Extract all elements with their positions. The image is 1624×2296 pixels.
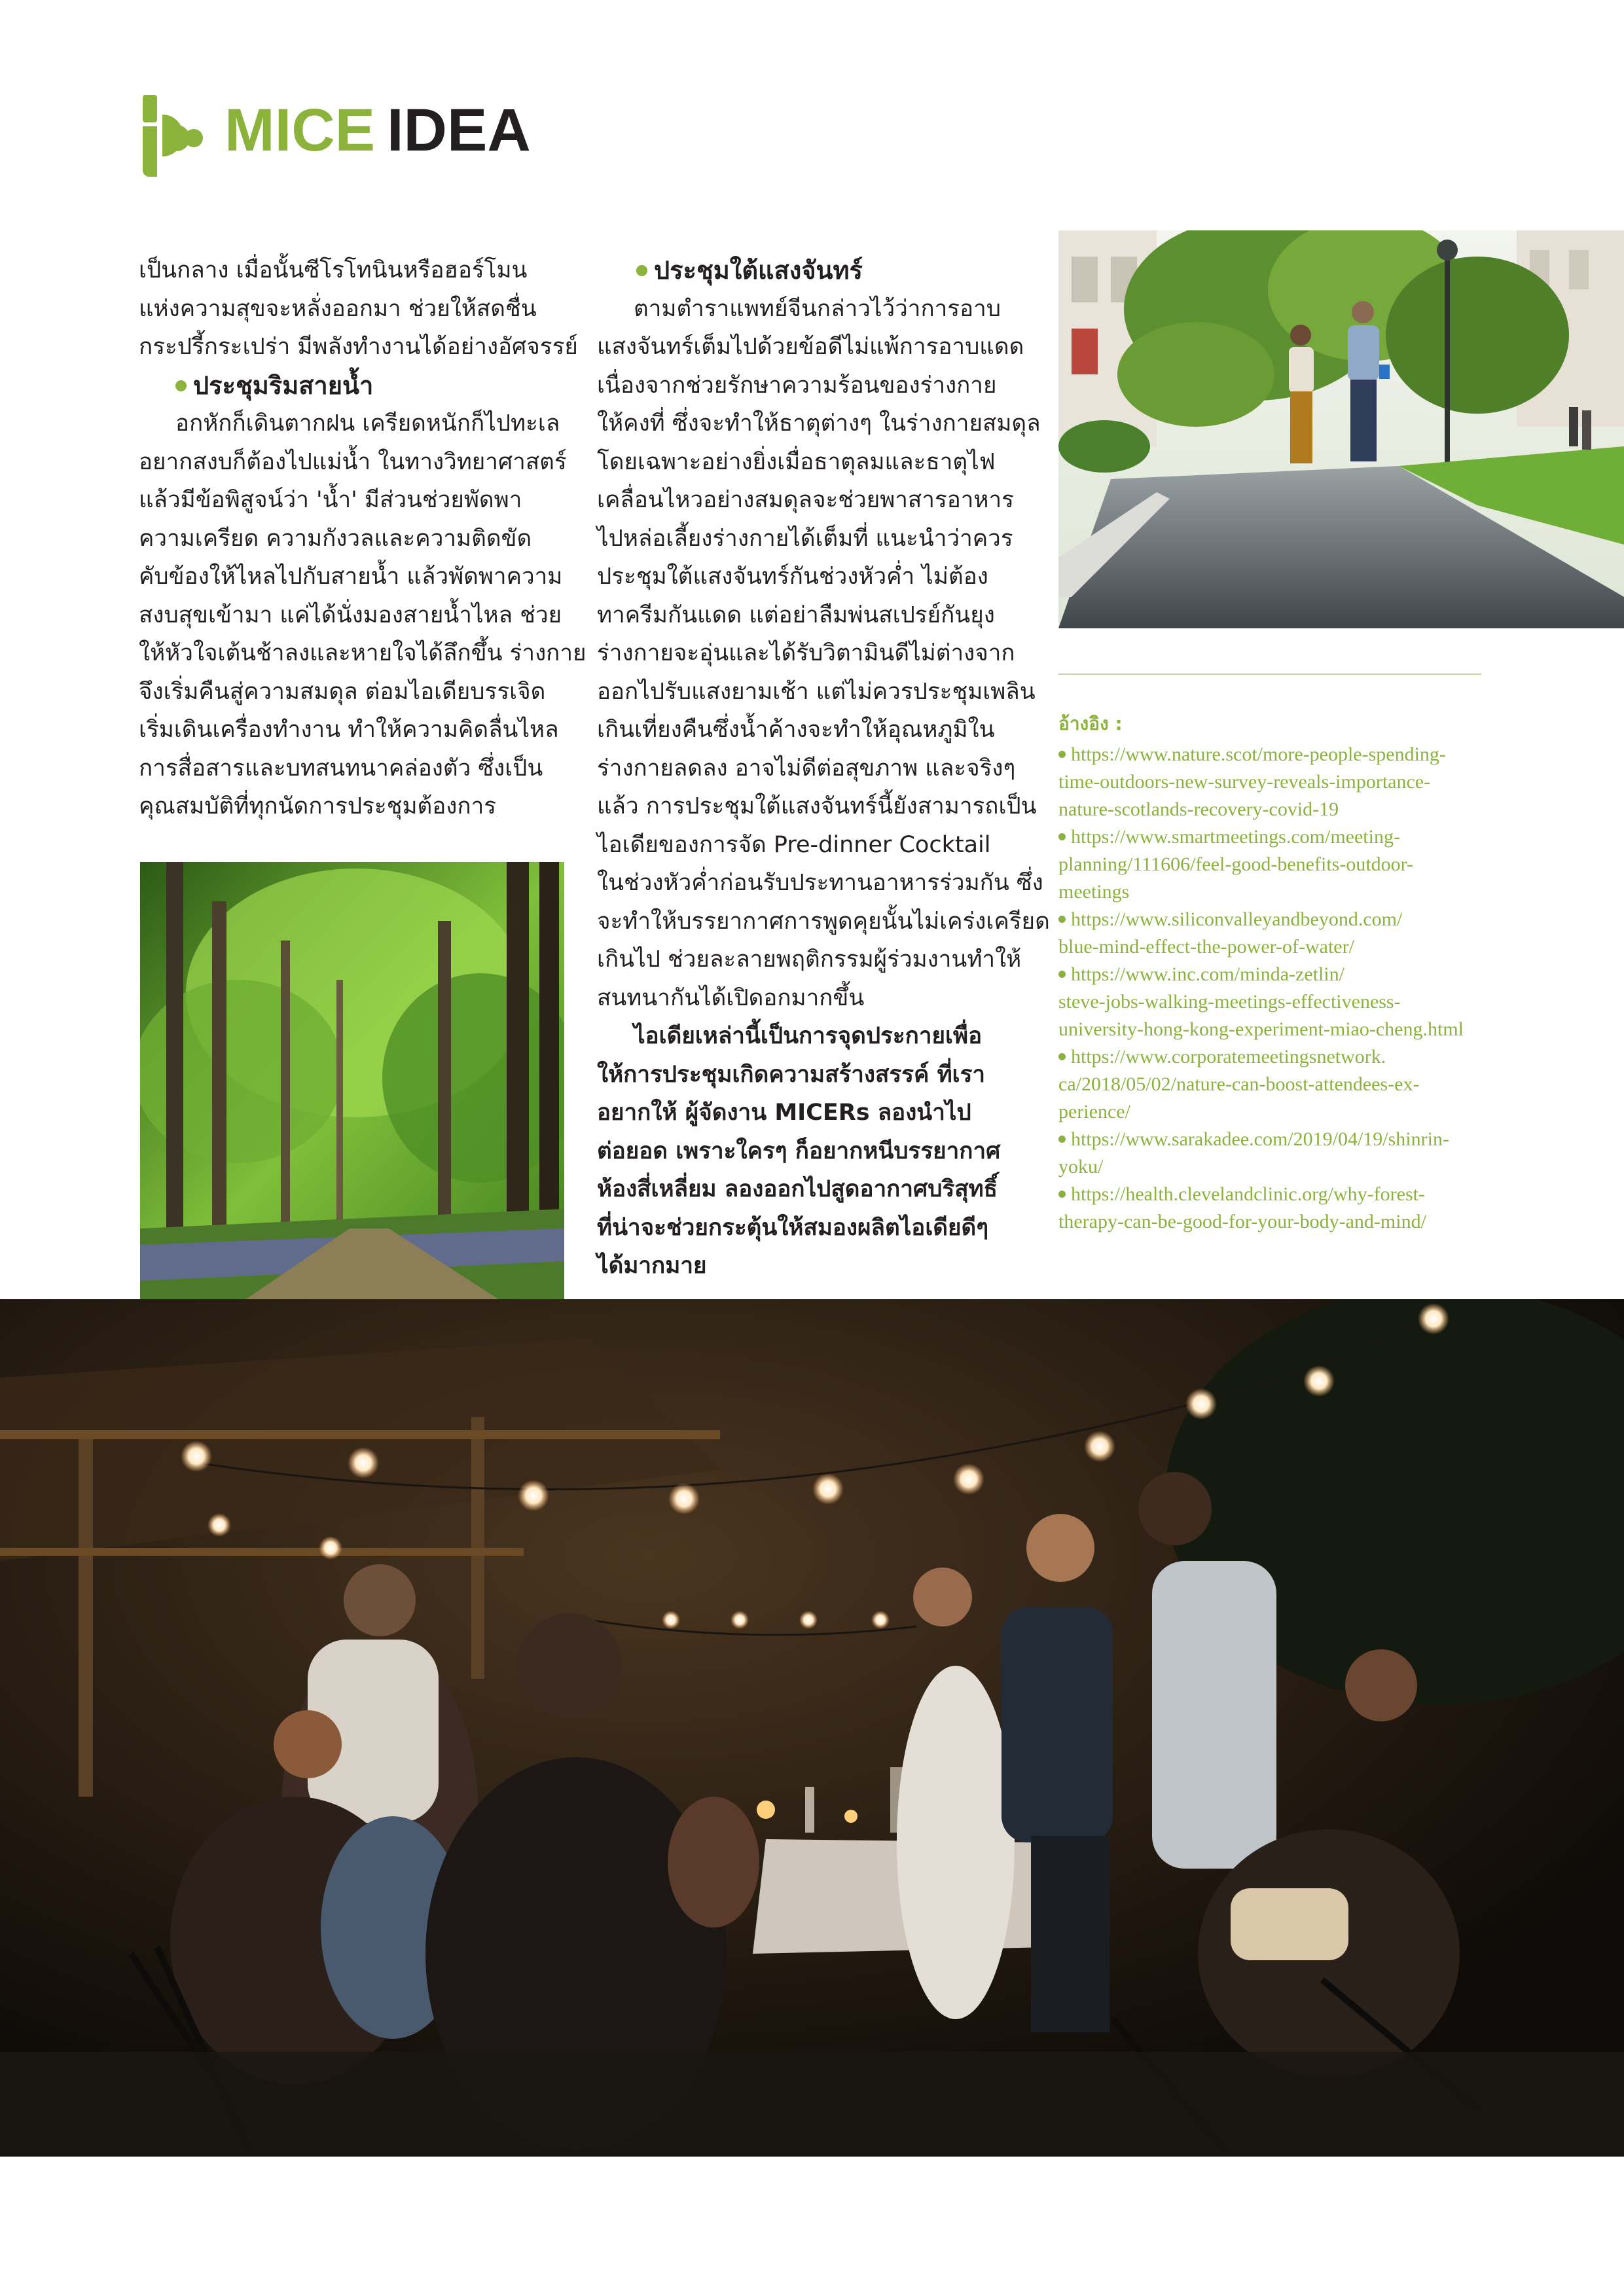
green-bullet-icon xyxy=(1058,916,1066,923)
text-line: คับข้องให้ไหลไปกับสายน้ำ แล้วพัดพาความ xyxy=(139,564,563,590)
references-lines xyxy=(1058,741,1490,1236)
text-line: ให้คงที่ ซึ่งจะทำให้ธาตุต่างๆ ในร่างกายสมดุล xyxy=(597,410,1041,437)
closing-line: ได้มากมาย xyxy=(597,1253,707,1279)
reference-line xyxy=(1058,933,1490,961)
text-line: แล้วมีข้อพิสูจน์ว่า 'น้ำ' มีส่วนช่วยพัดพา xyxy=(139,487,522,513)
reference-line xyxy=(1058,851,1490,878)
reference-link-text[interactable]: therapy-can-be-good-for-your-body-and-mind/ xyxy=(1058,1211,1426,1232)
reference-line xyxy=(1058,961,1490,988)
reference-link-text[interactable]: https://www.inc.com/minda-zetlin/ xyxy=(1071,963,1344,985)
text-line: จะทำให้บรรยากาศการพูดคุยนั้นไม่เคร่งเครียด xyxy=(597,908,1050,935)
article-column-1 xyxy=(139,251,586,826)
reference-link-text[interactable]: time-outdoors-new-survey-reveals-importance- xyxy=(1058,771,1431,793)
text-line: แสงจันทร์เต็มไปด้วยข้อดีไม่แพ้การอาบแดด xyxy=(597,334,1024,360)
reference-line xyxy=(1058,1181,1490,1208)
logo-mark-icon xyxy=(143,95,205,177)
green-bullet-icon xyxy=(1058,833,1066,840)
text-line: ทาครีมกันแดด แต่อย่าลืมพ่นสเปรย์กันยุง xyxy=(597,601,995,628)
reference-line xyxy=(1058,878,1490,906)
reference-line xyxy=(1058,1153,1490,1181)
green-bullet-icon xyxy=(175,380,187,391)
night-outdoor-party-photo xyxy=(0,1299,1624,2157)
text-line: สนทนากันได้เปิดอกมากขึ้น xyxy=(597,984,865,1011)
reference-link-text[interactable]: perience/ xyxy=(1058,1101,1130,1122)
text-line: จึงเริ่มคืนสู่ความสมดุล ต่อมไอเดียบรรเจิด xyxy=(139,678,546,705)
closing-line: ให้การประชุมเกิดความสร้างสรรค์ ที่เรา xyxy=(597,1061,986,1088)
outdoor-walking-meeting-photo xyxy=(1058,230,1624,628)
text-line: ตามตำราแพทย์จีนกล่าวไว้ว่าการอาบ xyxy=(634,295,1001,322)
reference-link-text[interactable]: steve-jobs-walking-meetings-effectiveness- xyxy=(1058,991,1401,1013)
article-column-2 xyxy=(597,251,1050,1285)
text-line: กระปรี้กระเปร่า มีพลังทำงานได้อย่างอัศจรรย์ xyxy=(139,334,578,360)
text-line: เกินไป ช่วยละลายพฤติกรรมผู้ร่วมงานทำให้ xyxy=(597,946,1022,973)
reference-link-text[interactable]: https://www.sarakadee.com/2019/04/19/shinrin- xyxy=(1071,1128,1449,1150)
reference-link-text[interactable]: https://www.siliconvalleyandbeyond.com/ xyxy=(1071,908,1403,930)
text-line: เริ่มเดินเครื่องทำงาน ทำให้ความคิดลื่นไหล xyxy=(139,717,559,743)
text-line: เกินเที่ยงคืนซึ่งน้ำค้างจะทำให้อุณหภูมิใน xyxy=(597,717,995,743)
reference-link-text[interactable]: ca/2018/05/02/nature-can-boost-attendees-ex- xyxy=(1058,1073,1420,1095)
logo-wordmark xyxy=(225,97,531,164)
reference-link-text[interactable]: https://www.smartmeetings.com/meeting- xyxy=(1071,826,1400,848)
reference-line xyxy=(1058,1016,1490,1043)
reference-line xyxy=(1058,906,1490,933)
section-heading-waterside xyxy=(139,367,571,405)
green-bullet-icon xyxy=(1058,1191,1066,1198)
text-line: การสื่อสารและบทสนทนาคล่องตัว ซึ่งเป็น xyxy=(139,755,543,781)
section-heading-moonlight xyxy=(597,251,1029,290)
references-title: อ้างอิง : xyxy=(1058,713,1123,734)
mice-idea-logo xyxy=(143,95,531,177)
text-line: อกหักก็เดินตากฝน เครียดหนักก็ไปทะเล xyxy=(175,410,560,437)
text-line: เป็นกลาง เมื่อนั้นซีโรโทนินหรือฮอร์โมน xyxy=(139,257,528,283)
text-line: เคลื่อนไหวอย่างสมดุลจะช่วยพาสารอาหาร xyxy=(597,487,1014,513)
logo-word-mice: MICE xyxy=(225,97,375,164)
reference-link-text[interactable]: blue-mind-effect-the-power-of-water/ xyxy=(1058,936,1354,958)
text-line: อยากสงบก็ต้องไปแม่น้ำ ในทางวิทยาศาสตร์ xyxy=(139,448,567,475)
reference-link-text[interactable]: https://www.nature.scot/more-people-spending- xyxy=(1071,744,1446,765)
green-bullet-icon xyxy=(636,265,647,276)
closing-line: อยากให้ ผู้จัดงาน MICERs ลองนำไป xyxy=(597,1100,971,1126)
reference-line xyxy=(1058,741,1490,768)
text-line: ร่างกายลดลง อาจไม่ดีต่อสุขภาพ และจริงๆ xyxy=(597,755,1016,781)
section-heading-text: ประชุมใต้แสงจันทร์ xyxy=(654,256,863,285)
reference-line xyxy=(1058,823,1490,851)
reference-line xyxy=(1058,1098,1490,1126)
green-bullet-icon xyxy=(1058,971,1066,978)
reference-link-text[interactable]: meetings xyxy=(1058,881,1130,903)
text-line: ประชุมใต้แสงจันทร์กันช่วงหัวค่ำ ไม่ต้อง xyxy=(597,564,988,590)
reference-link-text[interactable]: https://www.corporatemeetingsnetwork. xyxy=(1071,1046,1386,1067)
closing-line: ห้องสี่เหลี่ยม ลองออกไปสูดอากาศบริสุทธิ์ xyxy=(597,1176,998,1202)
references-divider xyxy=(1058,673,1481,675)
reference-line xyxy=(1058,1043,1490,1071)
reference-line xyxy=(1058,768,1490,796)
closing-line: ต่อยอด เพราะใครๆ ก็อยากหนีบรรยากาศ xyxy=(597,1138,1001,1164)
text-line: สงบสุขเข้ามา แค่ได้นั่งมองสายน้ำไหล ช่วย xyxy=(139,601,562,628)
closing-line: ไอเดียเหล่านี้เป็นการจุดประกายเพื่อ xyxy=(634,1023,983,1049)
forest-path-photo xyxy=(140,862,564,1304)
reference-link-text[interactable]: university-hong-kong-experiment-miao-cheng.html xyxy=(1058,1018,1464,1040)
reference-line xyxy=(1058,796,1490,823)
text-line: ออกไปรับแสงยามเช้า แต่ไม่ควรประชุมเพลิน xyxy=(597,678,1036,705)
text-line: ให้หัวใจเต้นช้าลงและหายใจได้ลึกขึ้น ร่างกาย xyxy=(139,640,586,666)
reference-line xyxy=(1058,1126,1490,1153)
section-heading-text: ประชุมริมสายน้ำ xyxy=(193,370,374,400)
text-line: โดยเฉพาะอย่างยิ่งเมื่อธาตุลมและธาตุไฟ xyxy=(597,448,996,475)
closing-line: ที่น่าจะช่วยกระตุ้นให้สมองผลิตไอเดียดีๆ xyxy=(597,1214,989,1241)
text-line: ไอเดียของการจัด Pre-dinner Cocktail xyxy=(597,831,991,858)
reference-link-text[interactable]: nature-scotlands-recovery-covid-19 xyxy=(1058,798,1339,820)
logo-word-idea: IDEA xyxy=(387,97,531,164)
text-line: เนื่องจากช่วยรักษาความร้อนของร่างกาย xyxy=(597,372,997,399)
text-line: แล้ว การประชุมใต้แสงจันทร์นี้ยังสามารถเป็น xyxy=(597,793,1037,819)
reference-link-text[interactable]: planning/111606/feel-good-benefits-outdoor- xyxy=(1058,853,1414,875)
text-line: ความเครียด ความกังวลและความติดขัด xyxy=(139,525,532,552)
text-line: ในช่วงหัวค่ำก่อนรับประทานอาหารร่วมกัน ซึ่ง xyxy=(597,870,1043,896)
green-bullet-icon xyxy=(1058,1053,1066,1060)
text-line: แห่งความสุขจะหลั่งออกมา ช่วยให้สดชื่น xyxy=(139,295,537,322)
reference-line xyxy=(1058,1071,1490,1098)
green-bullet-icon xyxy=(1058,1136,1066,1143)
references-list xyxy=(1058,707,1490,1236)
text-line: ไปหล่อเลี้ยงร่างกายได้เต็มที่ แนะนำว่าควร xyxy=(597,525,1013,552)
reference-link-text[interactable]: https://health.clevelandclinic.org/why-forest- xyxy=(1071,1183,1425,1205)
reference-line xyxy=(1058,988,1490,1016)
text-line: คุณสมบัติที่ทุกนัดการประชุมต้องการ xyxy=(139,793,497,819)
green-bullet-icon xyxy=(1058,751,1066,758)
reference-line xyxy=(1058,1208,1490,1236)
reference-link-text[interactable]: yoku/ xyxy=(1058,1156,1104,1177)
text-line: ร่างกายจะอุ่นและได้รับวิตามินดีไม่ต่างจาก xyxy=(597,640,1015,666)
